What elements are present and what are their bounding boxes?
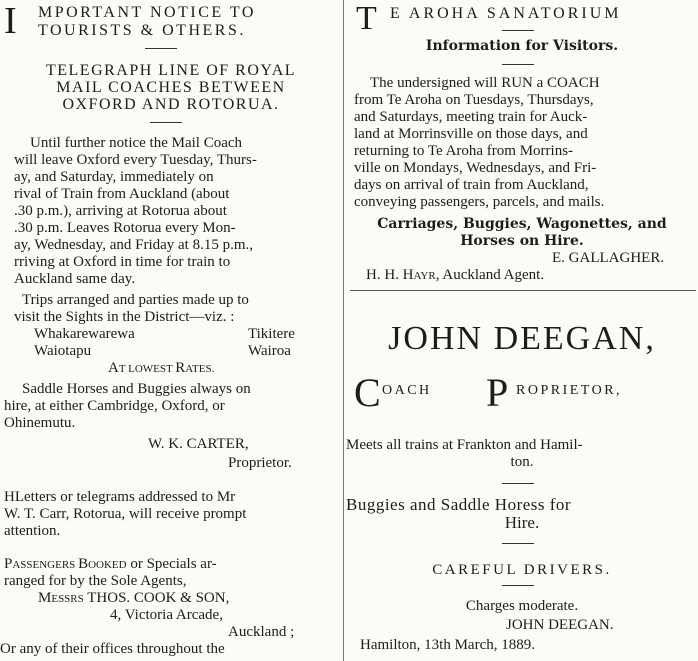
- sanatorium-notice-line: conveying passengers, parcels, and mails.: [354, 194, 605, 210]
- dropcap-i: I: [4, 0, 17, 42]
- trips-line: visit the Sights in the District—viz. :: [14, 309, 235, 325]
- notice-line: .30 p.m. Leaves Rotorua every Mon-: [14, 220, 236, 236]
- signature-name: W. K. CARTER,: [148, 436, 249, 452]
- heading-line-1: MPORTANT NOTICE TO: [38, 4, 256, 21]
- saddle-line: hire, at either Cambridge, Oxford, or: [4, 398, 225, 414]
- signature-title: Proprietor.: [228, 455, 292, 471]
- sanatorium-notice-line: land at Morrinsville on those days, and: [354, 126, 588, 142]
- deegan-signature: JOHN DEEGAN.: [506, 617, 614, 633]
- sanatorium-notice-line: days on arrival of train from Auckland,: [354, 177, 589, 193]
- notice-line: rriving at Oxford in time for train to: [14, 254, 231, 270]
- gallagher-signature: E. GALLAGHER.: [552, 250, 665, 266]
- letters-line: W. T. Carr, Rotorua, will receive prompt: [4, 506, 247, 522]
- lowest-rates: AT LOWEST RATES.: [108, 360, 215, 376]
- sanatorium-notice-line: from Te Aroha on Tuesdays, Thursdays,: [354, 92, 594, 108]
- short-rule: [145, 48, 177, 49]
- notice-line: ay, Wednesday, and Friday at 8.15 p.m.,: [14, 237, 254, 253]
- trips-line: Trips arranged and parties made up to: [22, 292, 249, 308]
- agents-address: 4, Victoria Arcade,: [110, 607, 223, 623]
- dropcap-p: P: [486, 370, 509, 415]
- subheading-line: MAIL COACHES BETWEEN: [56, 79, 286, 96]
- sanatorium-heading: E AROHA SANATORIUM: [390, 5, 622, 22]
- sanatorium-subheading: Information for Visitors.: [425, 38, 619, 54]
- notice-line: rival of Train from Auckland (about: [14, 186, 230, 202]
- carriages-line: Horses on Hire.: [460, 233, 584, 249]
- deegan-name: JOHN DEEGAN,: [388, 320, 656, 357]
- notice-line: .30 p.m.), arriving at Rotorua about: [14, 203, 227, 219]
- saddle-line: Saddle Horses and Buggies always on: [22, 381, 251, 397]
- subheading-line: OXFORD AND ROTORUA.: [62, 96, 280, 113]
- charges-line: Charges moderate.: [465, 598, 579, 614]
- short-rule: [502, 585, 534, 586]
- auckland-agent: H. H. HAYR, Auckland Agent.: [366, 267, 545, 283]
- short-rule: [502, 30, 534, 31]
- meets-line: ton.: [510, 454, 534, 470]
- proprietor-word: ROPRIETOR,: [516, 383, 623, 398]
- heading-line-2: TOURISTS & OTHERS.: [38, 22, 246, 39]
- letters-line: attention.: [4, 523, 61, 539]
- short-rule: [502, 483, 534, 484]
- careful-drivers: CAREFUL DRIVERS.: [432, 562, 612, 578]
- short-rule: [502, 64, 534, 65]
- sanatorium-notice-line: and Saturdays, meeting train for Auck-: [354, 109, 588, 125]
- meets-line: Meets all trains at Frankton and Hamil-: [346, 437, 583, 453]
- right-column: [346, 0, 698, 661]
- section-rule: [350, 290, 696, 291]
- passengers-line: ranged for by the Sole Agents,: [4, 573, 187, 589]
- notice-line: will leave Oxford every Tuesday, Thurs-: [14, 152, 257, 168]
- short-rule: [150, 122, 182, 123]
- coach-word: OACH: [382, 383, 432, 398]
- saddle-line: Ohinemutu.: [4, 415, 76, 431]
- subheading-line: TELEGRAPH LINE OF ROYAL: [45, 62, 297, 79]
- carriages-line: Carriages, Buggies, Wagonettes, and: [377, 216, 667, 232]
- notice-line: Until further notice the Mail Coach: [30, 135, 243, 151]
- dropcap-c: C: [354, 370, 381, 415]
- short-rule: [502, 543, 534, 544]
- left-column: [0, 0, 342, 661]
- letters-line: HLetters or telegrams addressed to Mr: [4, 489, 236, 505]
- sight-name: Wairoa: [248, 343, 291, 359]
- notice-line: ay, and Saturday, immediately on: [14, 169, 214, 185]
- agents-city: Auckland ;: [228, 624, 295, 640]
- dateline: Hamilton, 13th March, 1889.: [360, 637, 535, 653]
- buggies-line: Buggies and Saddle Horess for: [346, 495, 572, 514]
- sight-name: Whakarewarewa: [34, 326, 135, 342]
- sight-name: Tikitere: [248, 326, 295, 342]
- column-rule: [343, 0, 344, 661]
- sight-name: Waiotapu: [34, 343, 92, 359]
- notice-line: Auckland same day.: [14, 271, 136, 287]
- buggies-line: Hire.: [504, 513, 540, 532]
- sanatorium-notice-line: ville on Mondays, Wednesdays, and Fri-: [354, 160, 597, 176]
- passengers-line: PASSENGERS BOOKED or Specials ar-: [4, 556, 217, 572]
- dropcap-t: T: [356, 0, 377, 37]
- sanatorium-notice-line: The undersigned will RUN a COACH: [370, 75, 600, 91]
- sanatorium-notice-line: returning to Te Aroha from Morrins-: [354, 143, 574, 159]
- agents-line: MESSRS THOS. COOK & SON,: [38, 590, 230, 606]
- offices-line: Or any of their offices throughout the: [0, 641, 225, 657]
